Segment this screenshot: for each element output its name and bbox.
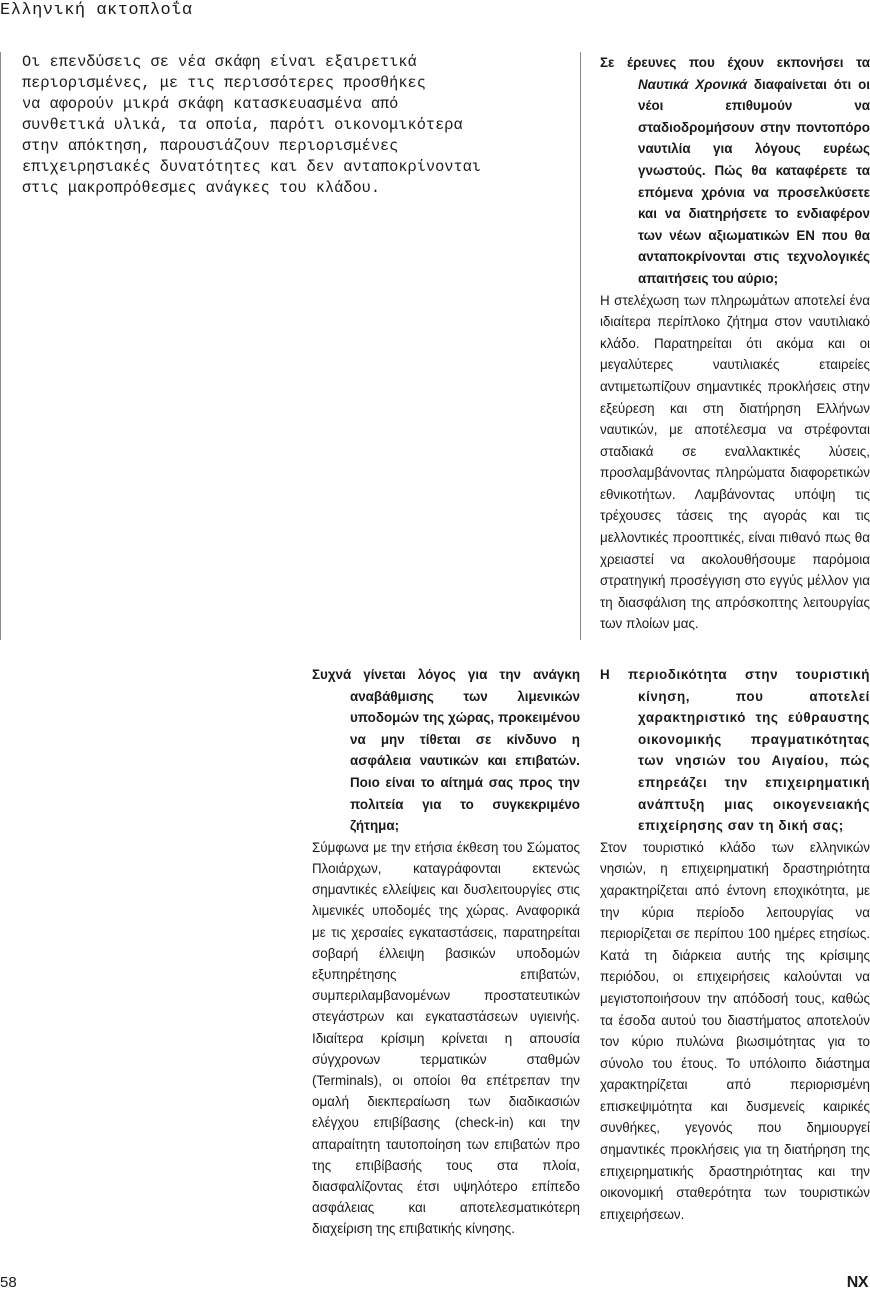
question-crew-before: Σε έρευνες που έχουν εκπονήσει τα: [600, 55, 870, 70]
question-crew: [600, 52, 870, 290]
answer-ports: Σύμφωνα με την ετήσια έκθεση του Σώματος Πλοιάρχων, καταγράφονται εκτενώς σημαντικές ελλείψεις και δυσλειτουργίες στις λιμενικές υποδομές της χώρας. Αναφορικά με τις χερσαίες εγκαταστάσεις, παρατηρείται σοβαρή έλλειψη βασικών υποδομών εξυπηρέτησης επιβατών, συμπεριλαμβανομένων προστατευτικών στεγάστρων και εγκαταστάσεων υγιεινής. Ιδιαίτερα κρίσιμη κρίνεται η απουσία σύγχρονων τερματικών σταθμών (Terminals), οι οποίοι θα επέτρεπαν την ομαλή διεκπεραίωση των διαδικασιών ελέγχου επιβίβασης (check-in) και την απαραίτητη ταυτοποίηση των επιβατών προ της επιβίβασής τους στα πλοία, διασφαλίζοντας έτσι υψηλότερο επίπεδο ασφάλειας και αποτελεσματικότερη διαχείριση της επιβατικής κίνησης.: [312, 839, 580, 1237]
publication-name: Ναυτικά Χρονικά: [638, 76, 748, 92]
running-header: Ελληνική ακτοπλοΐα: [0, 1, 193, 20]
column-rule-middle: [580, 52, 581, 640]
question-crew-after: διαφαίνεται ότι οι νέοι επιθυμούν να σταδιοδρομήσουν στην ποντοπόρο ναυτιλία για λόγους ευρέως γνωστούς. Πώς θα καταφέρετε τα επόμενα χρόνια να προσελκύσετε και να διατηρήσετε το ενδιαφέρον των νέων αξιωματικών ΕΝ που θα ανταποκρίνονται στις τεχνολογικές απαιτήσεις του αύριο;: [638, 76, 870, 286]
qa-block-crew: [600, 52, 870, 635]
pull-quote: Οι επενδύσεις σε νέα σκάφη είναι εξαιρετικά περιορισμένες, με τις περισσότερες προσθήκες να αφορούν μικρά σκάφη κατασκευασμένα από συνθετικά υλικά, τα οποία, παρότι οικονομικότερα στην απόκτηση, παρουσιάζουν περιορισμένες επιχειρησιακές δυνατότητες και δεν ανταποκρίνονται στις μακροπρόθεσμες ανάγκες του κλάδου.: [22, 53, 481, 197]
column-rule-left: [0, 52, 1, 640]
answer-seasonality: Στον τουριστικό κλάδο των ελληνικών νησιών, η επιχειρηματική δραστηριότητα χαρακτηρίζεται από έντονη εποχικότητα, με την κύρια περίοδο λειτουργίας να περιορίζεται σε περίπου 100 ημέρες ετησίως. Κατά τη διάρκεια αυτής της κρίσιμης περιόδου, οι επιχειρήσεις καλούνται να μεγιστοποιήσουν την απόδοσή τους, καθώς τα έσοδα αυτού του διαστήματος αποτελούν τον κύριο πυλώνα βιωσιμότητας για το σύνολο του έτους. Το υπόλοιπο διάστημα χαρακτηρίζεται από περιορισμένη επισκεψιμότητα και δυσμενείς καιρικές συνθήκες, γεγονός που δημιουργεί σημαντικές προκλήσεις για τη διατήρηση της επιχειρηματικής δραστηριότητας και την οικονομική σταθερότητα των τουριστικών επιχειρήσεων.: [600, 839, 870, 1222]
publication-logo: NX: [846, 1274, 868, 1291]
page-number: 58: [0, 1274, 17, 1291]
qa-block-ports: [312, 664, 580, 1240]
answer-crew: Η στελέχωση των πληρωμάτων αποτελεί ένα ιδιαίτερα περίπλοκο ζήτημα στον ναυτιλιακό κλάδο. Παρατηρείται ότι ακόμα και οι μεγαλύτερες ναυτιλιακές εταιρείες αντιμετωπίζουν σημαντικές προκλήσεις στην εξεύρεση και στη διατήρηση Ελλήνων ναυτικών, με αποτέλεσμα να στρέφονται σταδιακά σε εναλλακτικές λύσεις, προσλαμβάνοντας πληρώματα διαφορετικών εθνικοτήτων. Λαμβάνοντας υπόψη τις τρέχουσες τάσεις της αγοράς και τις μελλοντικές προοπτικές, είναι πιθανό πως θα χρειαστεί να ακολουθήσουμε παρόμοια στρατηγική προσέγγιση στο εγγύς μέλλον για τη διασφάλιση της απρόσκοπτης λειτουργίας των πλοίων μας.: [600, 292, 870, 632]
qa-block-seasonality: [600, 664, 870, 1225]
question-seasonality: Η περιοδικότητα στην τουριστική κίνηση, που αποτελεί χαρακτηριστικό της εύθραυστης οικονομικής πραγματικότητας των νησιών του Αιγαίου, πώς επηρεάζει την επιχειρηματική ανάπτυξη μιας οικογενειακής επιχείρησης σαν τη δική σας;: [600, 667, 870, 834]
question-ports: Συχνά γίνεται λόγος για την ανάγκη αναβάθμισης των λιμενικών υποδομών της χώρας, προκειμένου να μην τίθεται σε κίνδυνο η ασφάλεια ναυτικών και επιβατών. Ποιο είναι το αίτημά σας προς την πολιτεία για το συγκεκριμένο ζήτημα;: [312, 667, 580, 834]
